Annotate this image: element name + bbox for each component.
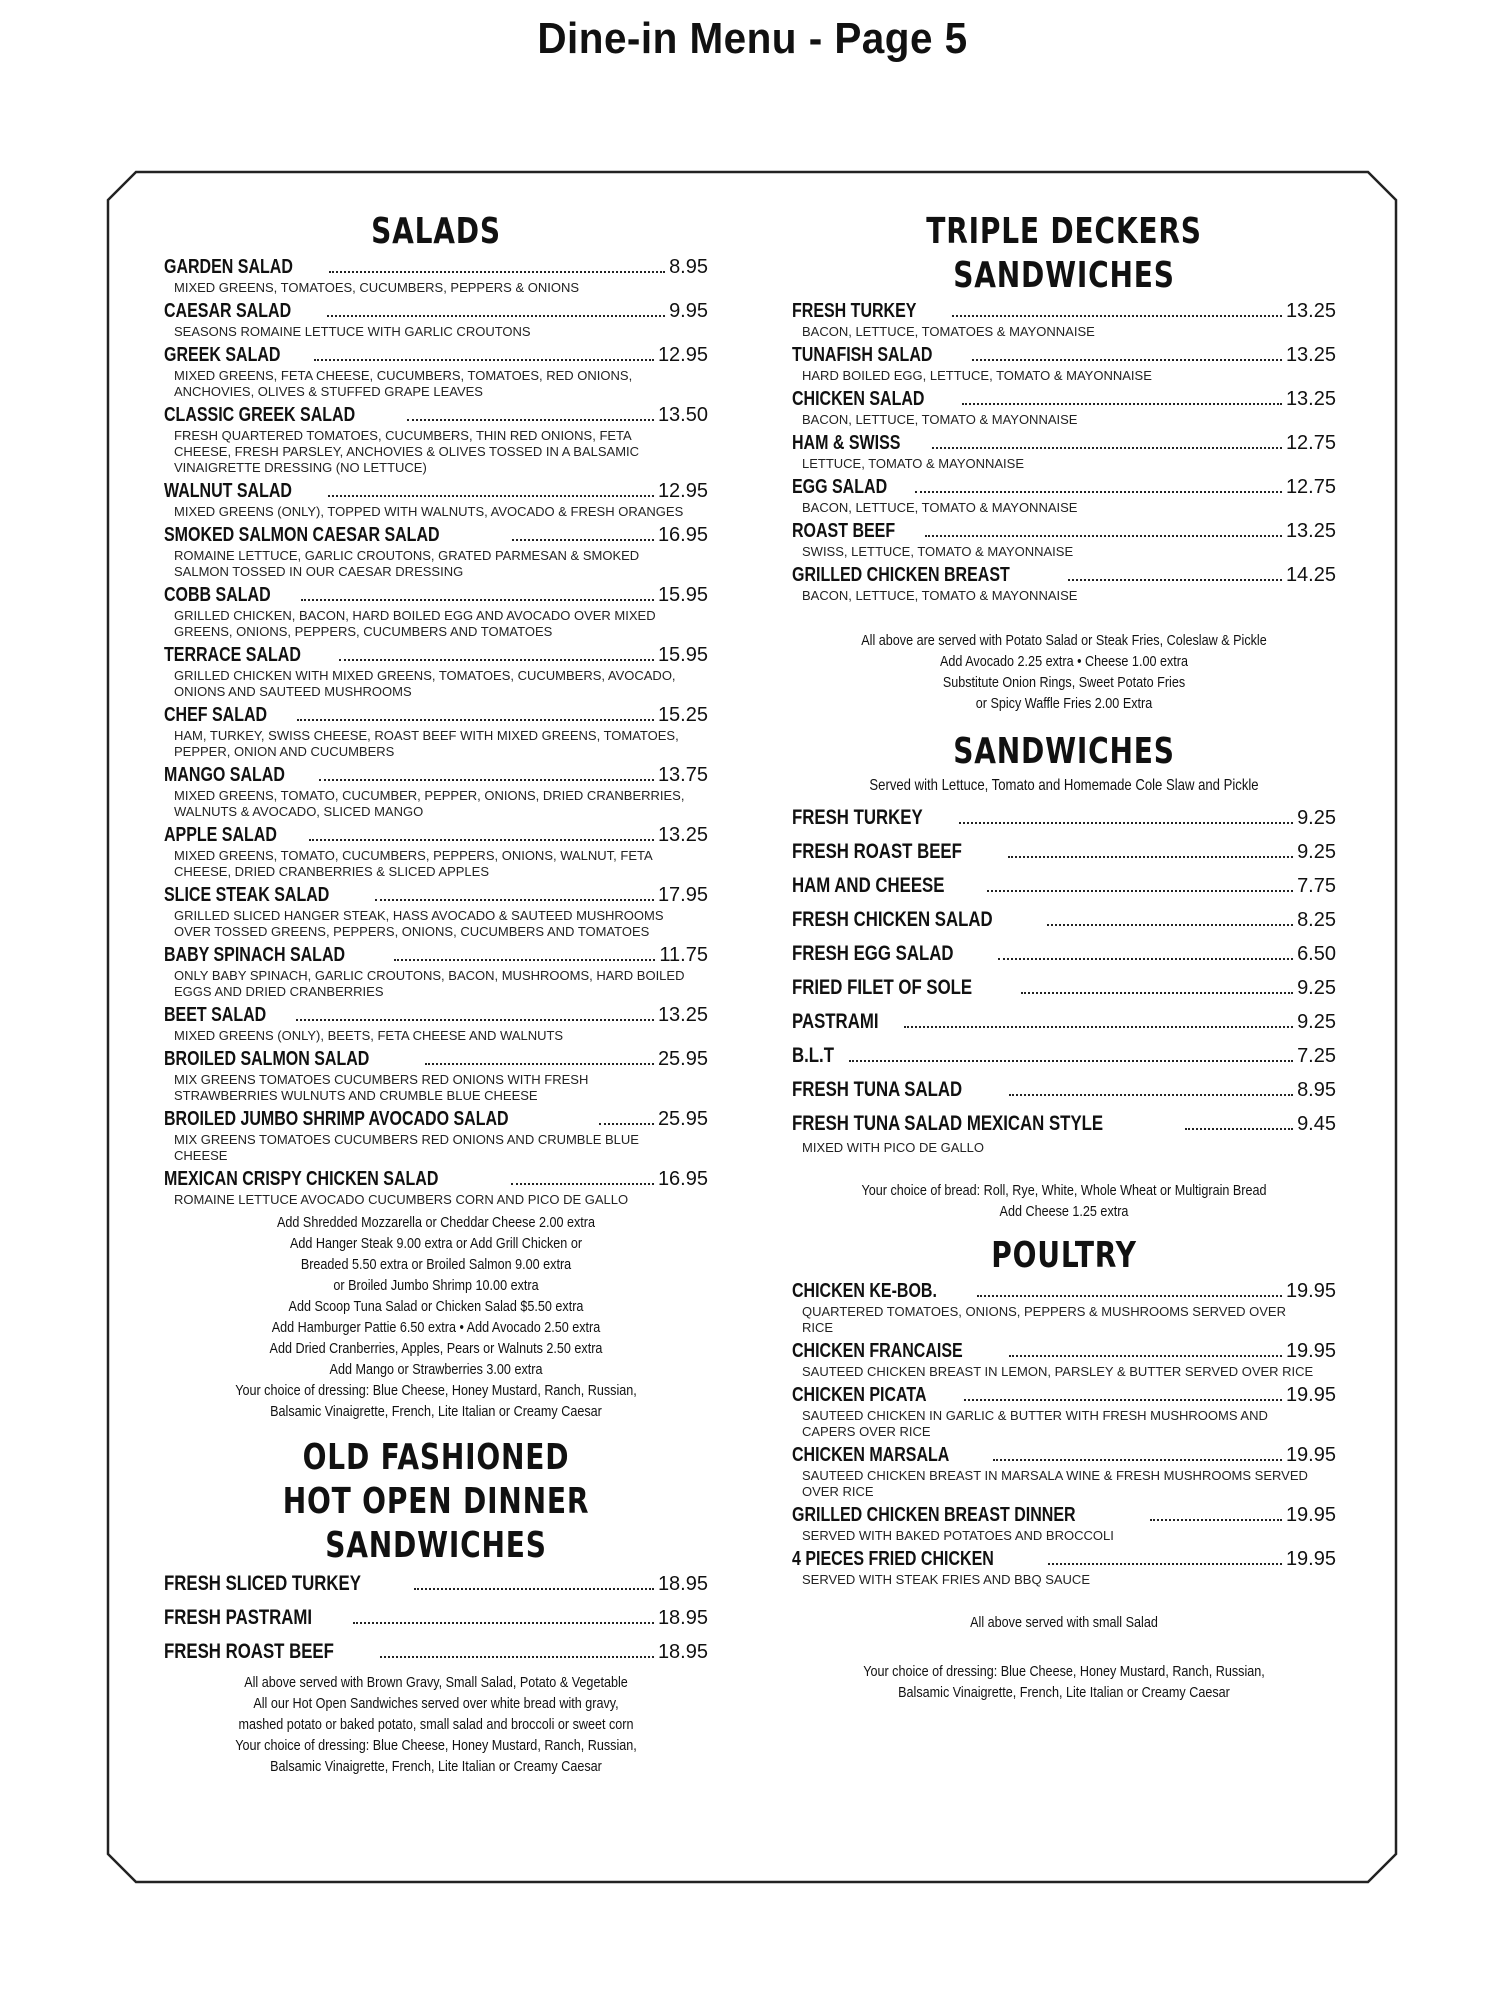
item-price: 16.95 [657, 524, 708, 546]
item-description: MIXED WITH PICO DE GALLO [802, 1140, 985, 1155]
menu-item [792, 1108, 1336, 1156]
right-column [792, 210, 1336, 1707]
item-price: 9.25 [1297, 1011, 1336, 1033]
item-description: HARD BOILED EGG, LETTUCE, TOMATO & MAYONNAISE [802, 368, 1152, 383]
leader-dots [964, 1399, 1282, 1401]
leader-dots [959, 822, 1293, 824]
item-price: 13.50 [657, 404, 708, 426]
item-description: MIX GREENS TOMATOES CUCUMBERS RED ONIONS WITH FRESH STRAWBERRIES WULNUTS AND CRUMBLE BLUE CHEESE [174, 1072, 589, 1103]
menu-frame [106, 170, 1398, 1884]
item-price: 13.25 [1285, 388, 1336, 410]
item-description: FRESH QUARTERED TOMATOES, CUCUMBERS, THIN RED ONIONS, FETA CHEESE, FRESH PARSLEY, ANCHOVIES & OLIVES TOSSED IN A BALSAMIC VINAIGRETTE DRESSING (NO LETTUCE) [174, 428, 640, 475]
leader-dots [987, 890, 1293, 892]
note-line: Add Dried Cranberries, Apples, Pears or Walnuts 2.50 extra [269, 1340, 603, 1357]
leader-dots [309, 839, 654, 841]
leader-dots [1048, 1563, 1282, 1565]
menu-item [792, 904, 1336, 936]
item-name: FRIED FILET OF SOLE [792, 976, 973, 999]
item-name: GRILLED CHICKEN BREAST DINNER [792, 1504, 1076, 1526]
menu-item [792, 474, 1336, 516]
item-description: SWISS, LETTUCE, TOMATO & MAYONNAISE [802, 544, 1074, 559]
note-line: mashed potato or baked potato, small salad and broccoli or sweet corn [238, 1716, 634, 1733]
item-description: SAUTEED CHICKEN BREAST IN MARSALA WINE & FRESH MUSHROOMS SERVED OVER RICE [802, 1468, 1308, 1499]
item-price: 15.25 [657, 704, 708, 726]
item-price: 18.95 [657, 1641, 708, 1663]
item-price: 9.95 [669, 300, 708, 322]
item-price: 7.75 [1297, 875, 1336, 897]
menu-item [164, 1602, 708, 1634]
item-name: ROAST BEEF [792, 520, 896, 542]
leader-dots [1150, 1519, 1281, 1521]
leader-dots [932, 447, 1282, 449]
page-title: Dine-in Menu - Page 5 [537, 14, 968, 63]
item-name: FRESH EGG SALAD [792, 942, 954, 965]
item-name: CHICKEN MARSALA [792, 1444, 950, 1466]
menu-item [164, 1002, 708, 1044]
item-name: TUNAFISH SALAD [792, 344, 933, 366]
item-price: 14.25 [1285, 564, 1336, 586]
menu-item [164, 1166, 708, 1208]
item-price: 12.95 [657, 344, 708, 366]
item-price: 8.25 [1297, 909, 1336, 931]
item-name: GRILLED CHICKEN BREAST [792, 564, 1010, 586]
item-name: CAESAR SALAD [164, 300, 292, 322]
leader-dots [993, 1459, 1282, 1461]
leader-dots [962, 403, 1282, 405]
item-price: 11.75 [659, 944, 708, 966]
item-name: CLASSIC GREEK SALAD [164, 404, 356, 426]
leader-dots [319, 779, 654, 781]
leader-dots [1009, 1094, 1293, 1096]
leader-dots [1047, 924, 1293, 926]
item-price: 19.95 [1285, 1444, 1336, 1466]
menu-item [792, 518, 1336, 560]
item-price: 9.45 [1297, 1113, 1336, 1135]
menu-item [164, 1106, 708, 1164]
left-column [164, 210, 708, 1781]
item-description: MIXED GREENS, TOMATO, CUCUMBER, PEPPER, ONIONS, DRIED CRANBERRIES, WALNUTS & AVOCADO, SLICED MANGO [174, 788, 685, 819]
item-name: PASTRAMI [792, 1010, 879, 1033]
item-name: EGG SALAD [792, 476, 888, 498]
item-price: 25.95 [657, 1048, 708, 1070]
sandwiches-list [792, 802, 1336, 1156]
menu-item [792, 1006, 1336, 1038]
leader-dots [1068, 579, 1282, 581]
leader-dots [977, 1295, 1282, 1297]
note-line: Substitute Onion Rings, Sweet Potato Fries [942, 674, 1186, 691]
item-description: GRILLED SLICED HANGER STEAK, HASS AVOCADO & SAUTEED MUSHROOMS OVER TOSSED GREENS, PEPPERS, ONIONS, CUCUMBERS AND TOMATOES [174, 908, 664, 939]
item-price: 13.25 [1285, 344, 1336, 366]
poultry-title: POULTRY [991, 1235, 1137, 1276]
item-description: GRILLED CHICKEN, BACON, HARD BOILED EGG AND AVOCADO OVER MIXED GREENS, ONIONS, PEPPERS, CUCUMBERS AND TOMATOES [174, 608, 656, 639]
item-name: GREEK SALAD [164, 344, 281, 366]
item-description: LETTUCE, TOMATO & MAYONNAISE [802, 456, 1025, 471]
leader-dots [329, 271, 665, 273]
item-description: QUARTERED TOMATOES, ONIONS, PEPPERS & MUSHROOMS SERVED OVER RICE [802, 1304, 1286, 1335]
item-price: 6.50 [1297, 943, 1336, 965]
menu-item [164, 642, 708, 700]
menu-item [164, 254, 708, 296]
note-line: Add Shredded Mozzarella or Cheddar Cheese 2.00 extra [277, 1214, 595, 1231]
item-name: FRESH ROAST BEEF [792, 840, 962, 863]
item-price: 9.25 [1297, 841, 1336, 863]
leader-dots [1021, 992, 1293, 994]
item-name: B.L.T [792, 1044, 834, 1067]
leader-dots [414, 1588, 654, 1590]
menu-item [164, 1046, 708, 1104]
menu-item [792, 1074, 1336, 1106]
item-description: SAUTEED CHICKEN IN GARLIC & BUTTER WITH FRESH MUSHROOMS AND CAPERS OVER RICE [802, 1408, 1268, 1439]
menu-item [164, 1636, 708, 1668]
note-line: Add Avocado 2.25 extra • Cheese 1.00 extra [940, 653, 1188, 670]
item-name: FRESH SLICED TURKEY [164, 1572, 361, 1595]
note-line: All above served with Brown Gravy, Small Salad, Potato & Vegetable [244, 1674, 628, 1691]
leader-dots [297, 719, 654, 721]
item-price: 25.95 [657, 1108, 708, 1130]
item-price: 18.95 [657, 1573, 708, 1595]
item-price: 19.95 [1285, 1504, 1336, 1526]
item-name: GARDEN SALAD [164, 256, 293, 278]
poultry-notes-top [792, 1612, 1336, 1633]
sandwiches-title: SANDWICHES [953, 731, 1175, 772]
item-price: 12.95 [657, 480, 708, 502]
note-line: Add Cheese 1.25 extra [999, 1203, 1129, 1220]
item-name: HAM AND CHEESE [792, 874, 945, 897]
item-price: 13.25 [1285, 300, 1336, 322]
note-line: Your choice of dressing: Blue Cheese, Honey Mustard, Ranch, Russian, [863, 1663, 1265, 1680]
item-description: ROMAINE LETTUCE AVOCADO CUCUMBERS CORN AND PICO DE GALLO [174, 1192, 629, 1207]
item-description: MIXED GREENS, TOMATOES, CUCUMBERS, PEPPERS & ONIONS [174, 280, 580, 295]
hot-open-list [164, 1568, 708, 1668]
note-line: Balsamic Vinaigrette, French, Lite Italian or Creamy Caesar [898, 1684, 1230, 1701]
item-name: FRESH PASTRAMI [164, 1606, 313, 1629]
item-name: CHICKEN PICATA [792, 1384, 927, 1406]
menu-item [164, 942, 708, 1000]
note-line: Balsamic Vinaigrette, French, Lite Italian or Creamy Caesar [270, 1403, 602, 1420]
menu-item [164, 1568, 708, 1600]
poultry-list [792, 1278, 1336, 1588]
leader-dots [301, 599, 654, 601]
item-description: SAUTEED CHICKEN BREAST IN LEMON, PARSLEY & BUTTER SERVED OVER RICE [802, 1364, 1314, 1379]
menu-item [792, 1040, 1336, 1072]
leader-dots [296, 1019, 654, 1021]
menu-item [792, 342, 1336, 384]
item-description: MIXED GREENS (ONLY), TOPPED WITH WALNUTS, AVOCADO & FRESH ORANGES [174, 504, 684, 519]
note-line: All above served with small Salad [970, 1614, 1158, 1631]
leader-dots [915, 491, 1282, 493]
menu-item [792, 1382, 1336, 1440]
leader-dots [998, 958, 1293, 960]
note-line: Add Mango or Strawberries 3.00 extra [329, 1361, 543, 1378]
note-line: Add Scoop Tuna Salad or Chicken Salad $5.50 extra [288, 1298, 584, 1315]
item-name: SLICE STEAK SALAD [164, 884, 330, 906]
menu-item [164, 762, 708, 820]
hot-open-notes [164, 1672, 708, 1777]
item-name: MANGO SALAD [164, 764, 285, 786]
sandwiches-subtitle: Served with Lettuce, Tomato and Homemade Cole Slaw and Pickle [869, 777, 1259, 794]
menu-item [164, 702, 708, 760]
menu-item [164, 342, 708, 400]
item-name: HAM & SWISS [792, 432, 901, 454]
item-description: MIX GREENS TOMATOES CUCUMBERS RED ONIONS AND CRUMBLE BLUE CHEESE [174, 1132, 639, 1163]
note-line: Breaded 5.50 extra or Broiled Salmon 9.00 extra [300, 1256, 572, 1273]
item-price: 13.25 [1285, 520, 1336, 542]
sandwiches-notes [792, 1180, 1336, 1222]
leader-dots [407, 419, 654, 421]
leader-dots [599, 1123, 654, 1125]
item-name: FRESH ROAST BEEF [164, 1640, 334, 1663]
triple-deckers-title-1: TRIPLE DECKERS [926, 211, 1202, 252]
note-line: Your choice of bread: Roll, Rye, White, Whole Wheat or Multigrain Bread [861, 1182, 1267, 1199]
menu-item [792, 802, 1336, 834]
item-name: FRESH CHICKEN SALAD [792, 908, 993, 931]
leader-dots [339, 659, 654, 661]
triple-deckers-notes [792, 630, 1336, 714]
note-line: Balsamic Vinaigrette, French, Lite Italian or Creamy Caesar [270, 1758, 602, 1775]
item-description: MIXED GREENS, TOMATO, CUCUMBERS, PEPPERS, ONIONS, WALNUT, FETA CHEESE, DRIED CRANBERRIES & SLICED APPLES [174, 848, 652, 879]
menu-item [792, 386, 1336, 428]
poultry-notes [792, 1661, 1336, 1703]
item-price: 13.75 [657, 764, 708, 786]
menu-item [792, 836, 1336, 868]
item-description: MIXED GREENS, FETA CHEESE, CUCUMBERS, TOMATOES, RED ONIONS, ANCHOVIES, OLIVES & STUFFED GRAPE LEAVES [174, 368, 633, 399]
note-line: Your choice of dressing: Blue Cheese, Honey Mustard, Ranch, Russian, [235, 1737, 637, 1754]
triple-deckers-title-2: SANDWICHES [953, 255, 1175, 296]
menu-item [164, 402, 708, 476]
item-price: 8.95 [669, 256, 708, 278]
item-description: ROMAINE LETTUCE, GARLIC CROUTONS, GRATED PARMESAN & SMOKED SALMON TOSSED IN OUR CAESAR DRESSING [174, 548, 640, 579]
item-price: 13.25 [657, 1004, 708, 1026]
item-price: 19.95 [1285, 1384, 1336, 1406]
menu-item [164, 478, 708, 520]
salads-notes [164, 1212, 708, 1422]
menu-item [792, 972, 1336, 1004]
leader-dots [380, 1656, 654, 1658]
item-description: BACON, LETTUCE, TOMATO & MAYONNAISE [802, 588, 1078, 603]
menu-item [792, 562, 1336, 604]
item-price: 12.75 [1285, 432, 1336, 454]
leader-dots [327, 315, 665, 317]
item-name: APPLE SALAD [164, 824, 277, 846]
item-description: BACON, LETTUCE, TOMATO & MAYONNAISE [802, 500, 1078, 515]
item-name: BEET SALAD [164, 1004, 267, 1026]
item-name: FRESH TURKEY [792, 300, 917, 322]
item-price: 8.95 [1297, 1079, 1336, 1101]
item-name: CHICKEN SALAD [792, 388, 925, 410]
item-price: 9.25 [1297, 977, 1336, 999]
item-name: FRESH TURKEY [792, 806, 923, 829]
leader-dots [904, 1026, 1293, 1028]
item-price: 18.95 [657, 1607, 708, 1629]
item-price: 9.25 [1297, 807, 1336, 829]
item-price: 19.95 [1285, 1548, 1336, 1570]
item-name: SMOKED SALMON CAESAR SALAD [164, 524, 440, 546]
note-line: Add Hanger Steak 9.00 extra or Add Grill Chicken or [289, 1235, 583, 1252]
item-description: SEASONS ROMAINE LETTUCE WITH GARLIC CROUTONS [174, 324, 531, 339]
leader-dots [925, 535, 1282, 537]
note-line: All above are served with Potato Salad or Steak Fries, Coleslaw & Pickle [861, 632, 1267, 649]
item-price: 7.25 [1297, 1045, 1336, 1067]
leader-dots [375, 899, 654, 901]
item-description: BACON, LETTUCE, TOMATOES & MAYONNAISE [802, 324, 1095, 339]
item-description: SERVED WITH BAKED POTATOES AND BROCCOLI [802, 1528, 1114, 1543]
menu-item [164, 822, 708, 880]
menu-item [164, 522, 708, 580]
menu-item [792, 870, 1336, 902]
item-description: MIXED GREENS (ONLY), BEETS, FETA CHEESE AND WALNUTS [174, 1028, 564, 1043]
leader-dots [511, 1183, 654, 1185]
item-price: 12.75 [1285, 476, 1336, 498]
menu-item [792, 938, 1336, 970]
leader-dots [425, 1063, 654, 1065]
item-price: 13.25 [657, 824, 708, 846]
leader-dots [353, 1622, 654, 1624]
hot-open-title-1: OLD FASHIONED [302, 1437, 570, 1478]
note-line: or Broiled Jumbo Shrimp 10.00 extra [333, 1277, 539, 1294]
item-price: 15.95 [657, 644, 708, 666]
item-name: BROILED SALMON SALAD [164, 1048, 370, 1070]
leader-dots [1185, 1128, 1293, 1130]
item-description: BACON, LETTUCE, TOMATO & MAYONNAISE [802, 412, 1078, 427]
menu-item [792, 1502, 1336, 1544]
leader-dots [328, 495, 654, 497]
item-name: BABY SPINACH SALAD [164, 944, 346, 966]
triple-deckers-list [792, 298, 1336, 604]
leader-dots [1008, 856, 1293, 858]
leader-dots [952, 315, 1282, 317]
note-line: Add Hamburger Pattie 6.50 extra • Add Avocado 2.50 extra [271, 1319, 601, 1336]
menu-item [792, 430, 1336, 472]
menu-item [792, 1442, 1336, 1500]
menu-item [792, 1278, 1336, 1336]
menu-item [792, 1338, 1336, 1380]
leader-dots [849, 1060, 1294, 1062]
item-price: 19.95 [1285, 1280, 1336, 1302]
item-name: COBB SALAD [164, 584, 271, 606]
item-description: HAM, TURKEY, SWISS CHEESE, ROAST BEEF WITH MIXED GREENS, TOMATOES, PEPPER, ONION AND CUCUMBERS [174, 728, 679, 759]
leader-dots [394, 959, 655, 961]
item-name: WALNUT SALAD [164, 480, 292, 502]
item-name: CHICKEN FRANCAISE [792, 1340, 963, 1362]
leader-dots [314, 359, 654, 361]
salads-list [164, 254, 708, 1208]
menu-item [164, 882, 708, 940]
item-price: 17.95 [657, 884, 708, 906]
item-name: MEXICAN CRISPY CHICKEN SALAD [164, 1168, 439, 1190]
menu-item [792, 1546, 1336, 1588]
menu-item [164, 582, 708, 640]
item-price: 16.95 [657, 1168, 708, 1190]
note-line: or Spicy Waffle Fries 2.00 Extra [975, 695, 1153, 712]
item-name: FRESH TUNA SALAD MEXICAN STYLE [792, 1112, 1104, 1135]
item-price: 19.95 [1285, 1340, 1336, 1362]
item-description: ONLY BABY SPINACH, GARLIC CROUTONS, BACON, MUSHROOMS, HARD BOILED EGGS AND DRIED CRANBERRIES [174, 968, 685, 999]
item-name: CHEF SALAD [164, 704, 268, 726]
leader-dots [512, 539, 653, 541]
item-price: 15.95 [657, 584, 708, 606]
note-line: Your choice of dressing: Blue Cheese, Honey Mustard, Ranch, Russian, [235, 1382, 637, 1399]
item-description: SERVED WITH STEAK FRIES AND BBQ SAUCE [802, 1572, 1090, 1587]
item-description: GRILLED CHICKEN WITH MIXED GREENS, TOMATOES, CUCUMBERS, AVOCADO, ONIONS AND SAUTEED MUSHROOMS [174, 668, 676, 699]
item-name: FRESH TUNA SALAD [792, 1078, 963, 1101]
hot-open-title-2: HOT OPEN DINNER SANDWICHES [282, 1481, 590, 1566]
leader-dots [1009, 1355, 1282, 1357]
menu-item [164, 298, 708, 340]
menu-item [792, 298, 1336, 340]
item-name: CHICKEN KE-BOB. [792, 1280, 937, 1302]
leader-dots [972, 359, 1282, 361]
item-name: TERRACE SALAD [164, 644, 301, 666]
item-name: 4 PIECES FRIED CHICKEN [792, 1548, 994, 1570]
item-name: BROILED JUMBO SHRIMP AVOCADO SALAD [164, 1108, 509, 1130]
salads-title: SALADS [371, 211, 501, 252]
note-line: All our Hot Open Sandwiches served over white bread with gravy, [253, 1695, 619, 1712]
